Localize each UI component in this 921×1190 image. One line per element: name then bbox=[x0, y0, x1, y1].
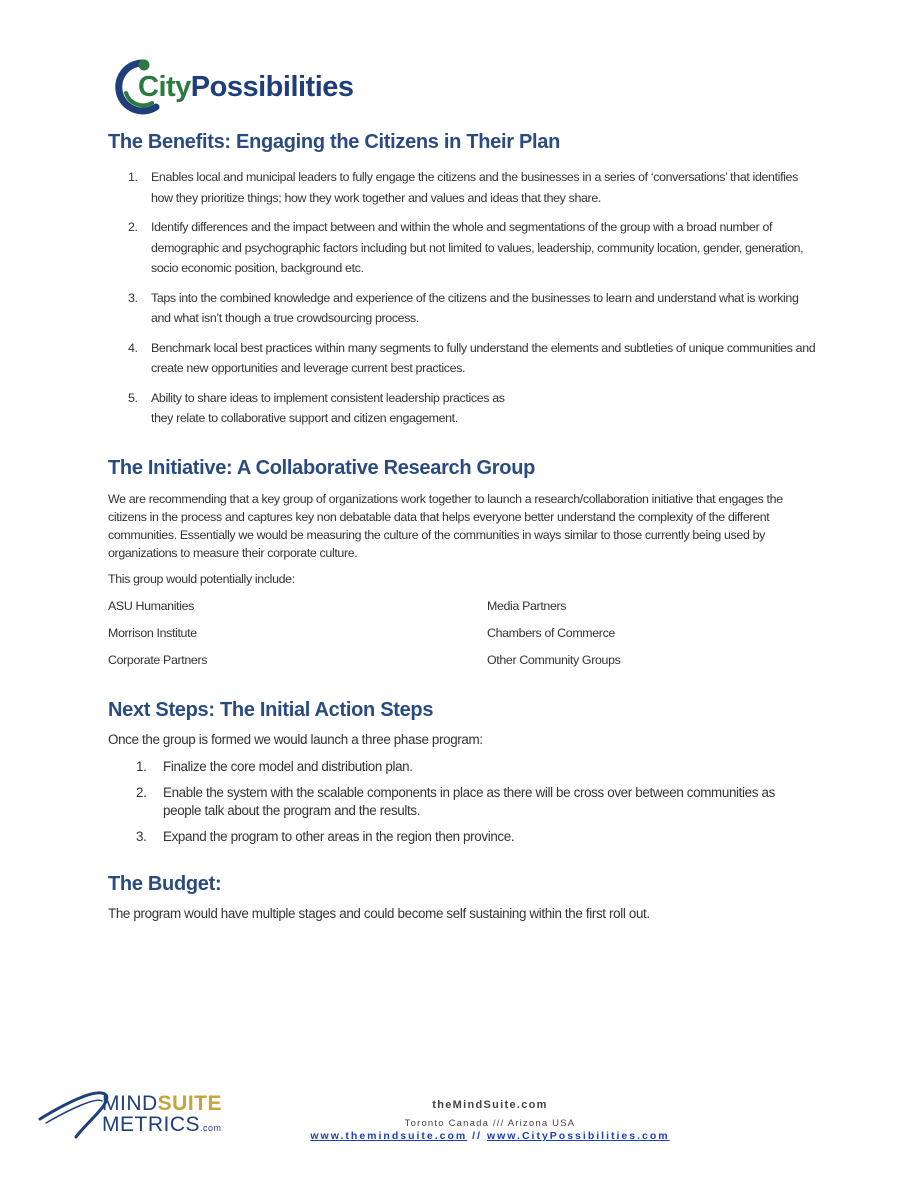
list-item bbox=[108, 784, 808, 820]
footer-links bbox=[280, 1130, 700, 1142]
budget-text: The program would have multiple stages and could become self sustaining within the first roll out. bbox=[108, 906, 650, 921]
list-item bbox=[108, 217, 818, 279]
next-steps-heading: Next Steps: The Initial Action Steps bbox=[108, 699, 434, 721]
group-member: Chambers of Commerce bbox=[487, 626, 615, 640]
list-item bbox=[108, 828, 808, 846]
logo-word-possibilities: Possibilities bbox=[190, 71, 354, 103]
list-text: Benchmark local best practices within many segments to fully understand the elements and subtleties of unique communities and create new opportunities and leverage current best practices. bbox=[151, 340, 816, 375]
list-text: Enable the system with the scalable components in place as there will be cross over between communities as people talk about the program and the results. bbox=[163, 785, 775, 818]
group-member: ASU Humanities bbox=[108, 599, 194, 613]
list-item bbox=[108, 167, 818, 208]
list-number: 3. bbox=[128, 290, 138, 305]
list-number: 3. bbox=[136, 829, 147, 844]
mindsuite-wordmark bbox=[102, 1093, 222, 1139]
list-number: 1. bbox=[128, 170, 138, 184]
list-number: 2. bbox=[136, 785, 147, 800]
group-member: Corporate Partners bbox=[108, 653, 208, 667]
initiative-heading: The Initiative: A Collaborative Research Group bbox=[108, 457, 536, 479]
list-item bbox=[108, 388, 818, 429]
list-text-line1: Ability to share ideas to implement consistent leadership practices as bbox=[151, 390, 505, 405]
budget-heading: The Budget: bbox=[108, 873, 222, 895]
logo-word-com: .com bbox=[200, 1123, 222, 1133]
list-number: 2. bbox=[128, 220, 138, 234]
list-item bbox=[108, 288, 818, 329]
list-number: 5. bbox=[128, 390, 138, 405]
list-number: 4. bbox=[128, 340, 138, 355]
initiative-paragraph: We are recommending that a key group of organizations work together to launch a research/collaboration initiative that engages the citizens in the process and captures key non debatable data that helps everyone better understand the complexity of the different communities. Essentially we would be measuring the culture of the communities in ways similar to those currently being used by organizations to measure their corporate culture. bbox=[108, 492, 783, 560]
list-item bbox=[108, 338, 818, 379]
group-member: Morrison Institute bbox=[108, 626, 197, 640]
footer-site: theMindSuite.com bbox=[432, 1099, 548, 1111]
group-intro: This group would potentially include: bbox=[108, 572, 295, 586]
logo-word-mind: MIND bbox=[102, 1092, 158, 1115]
logo-wordmark bbox=[138, 71, 354, 104]
logo-word-suite: SUITE bbox=[157, 1092, 223, 1115]
logo-word-metrics: METRICS bbox=[102, 1113, 200, 1136]
footer-locations: Toronto Canada /// Arizona USA bbox=[404, 1118, 576, 1129]
list-text: Finalize the core model and distribution plan. bbox=[163, 759, 413, 774]
list-text: Identify differences and the impact between and within the whole and segmentations of the group with a broad number of demographic and psychographic factors including but not limited to values, leadership, community location, gender, generation, socio economic position, background etc. bbox=[151, 220, 804, 275]
mindsuite-metrics-logo bbox=[36, 1083, 236, 1143]
benefits-heading: The Benefits: Engaging the Citizens in Their Plan bbox=[108, 131, 561, 153]
group-member: Other Community Groups bbox=[487, 653, 621, 667]
group-member: Media Partners bbox=[487, 599, 567, 613]
list-text: Expand the program to other areas in the region then province. bbox=[163, 829, 515, 844]
benefits-list bbox=[108, 167, 818, 438]
city-possibilities-logo bbox=[112, 55, 402, 117]
list-text-line2: they relate to collaborative support and citizen engagement. bbox=[151, 411, 458, 425]
citypossibilities-link[interactable]: www.CityPossibilities.com bbox=[486, 1130, 670, 1142]
next-steps-list bbox=[108, 758, 808, 854]
next-steps-intro: Once the group is formed we would launch a three phase program: bbox=[108, 732, 483, 747]
list-text: Taps into the combined knowledge and experience of the citizens and the businesses to learn and understand what is working and what isn’t though a true crowdsourcing process. bbox=[151, 290, 799, 325]
footer-link-separator: // bbox=[467, 1130, 487, 1142]
themindsuite-link[interactable]: www.themindsuite.com bbox=[310, 1130, 468, 1142]
list-item bbox=[108, 758, 808, 776]
list-text: Enables local and municipal leaders to fully engage the citizens and the businesses in a series of ‘conversations’ that identifies how they prioritize things; how they work together and values and ideas that they share. bbox=[151, 170, 798, 205]
logo-word-city: City bbox=[138, 71, 191, 103]
list-number: 1. bbox=[136, 759, 147, 774]
